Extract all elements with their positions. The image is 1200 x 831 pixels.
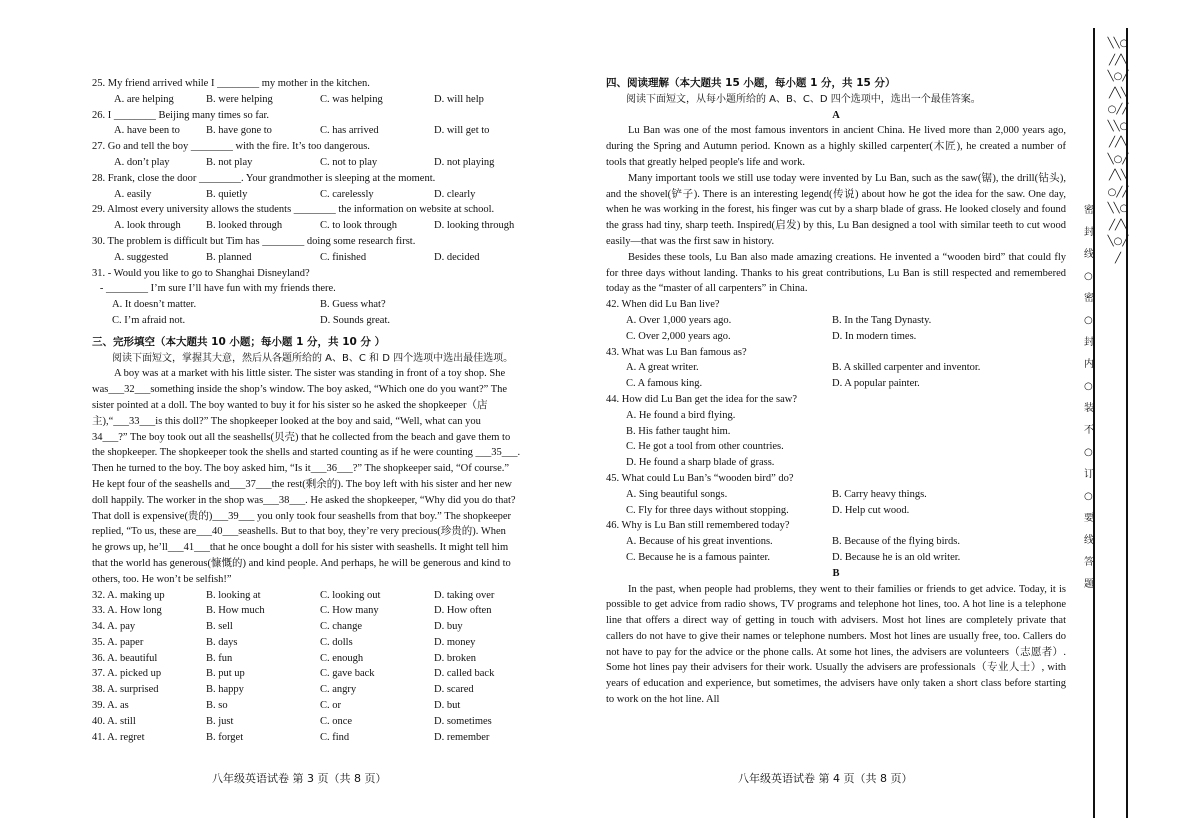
option-d: D. How often — [434, 605, 492, 617]
seal-char: 线 — [1084, 535, 1094, 546]
question-46: 46. Why is Lu Ban still remembered today? — [606, 520, 790, 532]
seal-characters — [1084, 200, 1096, 596]
question-29: 29. Almost every university allows the students ________ the information on website at school. — [92, 204, 495, 216]
option-c: C. Over 2,000 years ago. — [626, 330, 731, 342]
cloze-options-row — [92, 603, 550, 619]
option-c: C. carelessly — [320, 188, 374, 200]
options-31-row2 — [92, 313, 550, 329]
cloze-line: A boy was at a market with his little sister. The sister was standing in front of a toy shop. She — [114, 368, 506, 380]
options-28 — [92, 187, 550, 203]
seal-char: ○ — [1084, 315, 1093, 326]
cloze-options-row — [92, 682, 550, 698]
cloze-line: He kept four of the seashells and___37___the rest(剩余的). The boy left with his sister and her new — [92, 478, 512, 490]
option-b: B. Because of the flying birds. — [832, 536, 961, 548]
option-d: D. Help cut wood. — [832, 504, 910, 516]
seal-line-text: ╲╲○╱╱╲╲○╱╱╲╲○╱╱╲╲○╱╱╲╲○╱╱╲╲○╱╱╲╲○╱╱╲╲○╱╱ — [1107, 38, 1129, 264]
section-4-instructions: 阅读下面短文，从每小题所给的 A、B、C、D 四个选项中，选出一个最佳答案。 — [626, 93, 981, 105]
option-c: C. enough — [320, 652, 364, 664]
option-b: B. days — [206, 636, 238, 648]
option-b: B. planned — [206, 251, 252, 263]
seal-char: 封 — [1084, 337, 1094, 348]
option-b: B. His father taught him. — [626, 425, 731, 437]
question-25: 25. My friend arrived while I ________ my mother in the kitchen. — [92, 78, 370, 89]
option-b: B. forget — [206, 731, 244, 743]
option-d: D. He found a sharp blade of grass. — [626, 457, 775, 469]
option-d: D. but — [434, 700, 461, 712]
options-45-row1 — [606, 487, 1066, 503]
cloze-options-row — [92, 698, 550, 714]
passage-a-paragraph: Besides these tools, Lu Ban also made amazing creations. He invented a “wooden bird” that could fly for three days without landing. Thanks to his great contributions, Lu Ban is still respected and remembered today as the “master of all carpenters” in China. — [606, 251, 1066, 295]
option-d: D. not playing — [434, 156, 495, 168]
cloze-options-row — [92, 619, 550, 635]
option-b: B. not play — [206, 156, 253, 168]
seal-char: 密 — [1084, 293, 1094, 304]
cloze-options-row — [92, 588, 550, 604]
option-b: B. put up — [206, 668, 245, 680]
option-c: C. not to play — [320, 156, 378, 168]
option-d: D. clearly — [434, 188, 476, 200]
options-46-row1 — [606, 534, 1066, 550]
option-a: 36. A. beautiful — [92, 652, 158, 664]
seal-char: 内 — [1084, 359, 1094, 370]
option-c: C. How many — [320, 605, 379, 617]
option-b: B. fun — [206, 652, 233, 664]
seal-char: 线 — [1084, 249, 1094, 260]
option-a: 38. A. surprised — [92, 684, 159, 696]
seal-char: 封 — [1084, 227, 1094, 238]
option-a: A. It doesn’t matter. — [112, 299, 197, 311]
seal-char: 订 — [1084, 469, 1094, 480]
cloze-options-row — [92, 651, 550, 667]
left-page — [92, 76, 550, 745]
cloze-line: the shopkeeper. The shopkeeper took the shells and started counting as if he were counting ___35___. — [92, 447, 521, 459]
options-42-row1 — [606, 313, 1066, 329]
page-footer-left: 八年级英语试卷 第 3 页（共 8 页） — [212, 772, 387, 785]
seal-char: 答 — [1084, 557, 1094, 568]
cloze-line: 34___?” The boy took out all the seashells(贝壳) that he collected from the beach and gave them to — [92, 431, 511, 443]
option-d: D. A popular painter. — [832, 378, 920, 390]
option-a: 41. A. regret — [92, 731, 145, 743]
cloze-options-row — [92, 635, 550, 651]
option-c: C. dolls — [320, 636, 353, 648]
question-43: 43. What was Lu Ban famous as? — [606, 346, 747, 358]
passage-b-paragraph: In the past, when people had problems, they went to their families or friends to get advice. Today, it is possible to get advice from radio shows, TV programs and telephone hot lines, too. A hot line is a telephone line that offers a direct way of getting in touch with advisers. Most hot lines are completely private that callers do not have to give their names or telephone numbers. Most hot lines are usually free, too. Callers do not have to pay for the advice or the phone calls. At some hot lines, the advisers are volunteers（志愿者）. Some hot lines pay their advisers for their work. Usually the advisers are professionals（专业人士）, with years of education and experience, but sometimes, the advisers have only taken a short class before starting to work on the hot line. All — [606, 583, 1066, 706]
option-d: D. Because he is an old writer. — [832, 551, 961, 563]
option-c: C. A famous king. — [626, 378, 703, 390]
option-a: 39. A. as — [92, 700, 129, 712]
options-43-row2 — [606, 376, 1066, 392]
question-31-reply: - ________ I’m sure I’ll have fun with my friends there. — [92, 283, 336, 295]
option-a: A. A great writer. — [626, 362, 699, 374]
seal-char: 要 — [1084, 513, 1094, 524]
option-a: A. Because of his great inventions. — [626, 536, 773, 548]
seal-char: 不 — [1084, 425, 1094, 436]
section-4-title: 四、阅读理解（本大题共 15 小题，每小题 1 分，共 15 分） — [606, 77, 896, 89]
option-a: A. look through — [114, 220, 181, 232]
option-d: D. will help — [434, 93, 484, 105]
option-a: A. Over 1,000 years ago. — [626, 314, 732, 326]
option-a: A. don’t play — [114, 156, 170, 168]
passage-a-label: A — [832, 109, 840, 121]
option-c: C. was helping — [320, 93, 383, 105]
question-45: 45. What could Lu Ban’s “wooden bird” do? — [606, 472, 794, 484]
option-c: C. has arrived — [320, 125, 379, 137]
right-page — [606, 76, 1066, 708]
option-b: B. Carry heavy things. — [832, 488, 927, 500]
options-29 — [92, 218, 550, 234]
passage-a-paragraph: Many important tools we still use today were invented by Lu Ban, such as the saw(锯), the drill(钻头), and the shovel(铲子). There is an interesting legend(传说) about how he got the idea for the saw. One day, when he was working in the forest, his finger was cut by a sharp blade of grass. He looked closely and found the grass had tiny, sharp teeth. Inspired(启发) by this, Lu Ban designed a tool with similar teeth to cut wood easily—that was the first saw in history. — [606, 172, 1066, 247]
seal-char: ○ — [1084, 381, 1093, 392]
option-d: D. looking through — [434, 220, 515, 232]
option-c: C. He got a tool from other countries. — [626, 441, 784, 453]
question-30: 30. The problem is difficult but Tim has ________ doing some research first. — [92, 235, 416, 247]
cloze-line: 主),“___33___is this doll?” The shopkeeper looked at the boy and said, “Well, what can you — [92, 415, 481, 427]
options-43-row1 — [606, 360, 1066, 376]
option-d: D. In modern times. — [832, 330, 917, 342]
option-a: A. He found a bird flying. — [626, 409, 736, 421]
option-b: B. quietly — [206, 188, 248, 200]
option-b: B. sell — [206, 621, 233, 633]
question-27: 27. Go and tell the boy ________ with the fire. It’s too dangerous. — [92, 141, 370, 153]
option-b: B. looked through — [206, 220, 283, 232]
options-25 — [92, 92, 550, 108]
option-b: B. so — [206, 700, 228, 712]
section-3-title: 三、完形填空（本大题共 10 小题；每小题 1 分，共 10 分 ） — [92, 335, 386, 348]
option-c: C. Fly for three days without stopping. — [626, 504, 789, 516]
option-c: C. once — [320, 715, 353, 727]
option-b: B. just — [206, 715, 234, 727]
option-d: D. taking over — [434, 589, 495, 601]
seal-char: ○ — [1084, 491, 1093, 502]
seal-char: 密 — [1084, 205, 1094, 216]
option-b: B. have gone to — [206, 125, 272, 137]
option-b: B. Guess what? — [320, 299, 386, 311]
section-3-instructions: 阅读下面短文，掌握其大意，然后从各题所给的 A、B、C 和 D 四个选项中选出最佳选项。 — [112, 352, 514, 364]
question-28: 28. Frank, close the door ________. Your grandmother is sleeping at the moment. — [92, 172, 436, 184]
option-b: B. In the Tang Dynasty. — [832, 314, 932, 326]
seal-char: 装 — [1084, 403, 1094, 414]
option-a: 35. A. paper — [92, 636, 144, 648]
option-b: B. A skilled carpenter and inventor. — [832, 362, 981, 374]
option-d: D. called back — [434, 668, 495, 680]
cloze-line: was___32___something inside the shop’s window. The boy asked, “Which one do you want?” The — [92, 384, 508, 396]
cloze-options-row — [92, 730, 550, 746]
option-c: C. to look through — [320, 220, 398, 232]
option-c: C. finished — [320, 251, 367, 263]
option-a: A. have been to — [114, 125, 180, 137]
option-d: D. decided — [434, 251, 480, 263]
seal-char: 题 — [1084, 579, 1094, 590]
option-a: 37. A. picked up — [92, 668, 162, 680]
question-26: 26. I ________ Beijing many times so far. — [92, 109, 270, 121]
cloze-line: doll happily. The worker in the shop was___38___. He asked the shopkeeper, “Why did you do that? — [92, 494, 516, 506]
option-c: C. Because he is a famous painter. — [626, 551, 771, 563]
seal-char: ○ — [1084, 271, 1093, 282]
cloze-line: that the world has generous(慷慨的) and kind people. And perhaps, he will be generous and kind to — [92, 557, 511, 569]
option-a: 32. A. making up — [92, 589, 165, 601]
option-c: C. angry — [320, 684, 357, 696]
option-d: D. broken — [434, 652, 476, 664]
option-a: 40. A. still — [92, 715, 136, 727]
cloze-passage — [92, 366, 550, 587]
cloze-options-row — [92, 666, 550, 682]
option-a: 33. A. How long — [92, 605, 162, 617]
option-d: D. scared — [434, 684, 474, 696]
options-46-row2 — [606, 550, 1066, 566]
options-27 — [92, 155, 550, 171]
seal-char: ○ — [1084, 447, 1093, 458]
option-c: C. looking out — [320, 589, 381, 601]
option-d: D. sometimes — [434, 715, 492, 727]
option-d: D. remember — [434, 731, 490, 743]
cloze-line: replied, “To us, these are___40___seashells. But to that boy, they’re very precious(珍贵的). When — [92, 526, 506, 538]
option-a: A. easily — [114, 188, 152, 200]
option-a: 34. A. pay — [92, 621, 136, 633]
options-42-row2 — [606, 329, 1066, 345]
cloze-line: he grows up, he’ll___41___that he once bought a doll for his sister with seashells. It might tell him — [92, 542, 509, 554]
cloze-options-row — [92, 714, 550, 730]
option-a: A. Sing beautiful songs. — [626, 488, 728, 500]
option-d: D. buy — [434, 621, 463, 633]
option-c: C. or — [320, 700, 341, 712]
cloze-line: That doll is expensive(贵的)___39___ you only took four seashells from that boy.” The shopkeeper — [92, 510, 512, 522]
options-45-row2 — [606, 503, 1066, 519]
option-c: C. gave back — [320, 668, 375, 680]
option-c: C. change — [320, 621, 362, 633]
option-c: C. find — [320, 731, 350, 743]
option-b: B. How much — [206, 605, 265, 617]
cloze-line: others, too. He won’t be selfish!” — [92, 573, 232, 585]
passage-a-paragraph: Lu Ban was one of the most famous inventors in ancient China. He lived more than 2,000 years ago, during the Spring and Autumn period. Known as a highly skilled carpenter(木匠), he created a number of tools that greatly helped people's life and work. — [606, 125, 1066, 168]
option-b: B. happy — [206, 684, 244, 696]
cloze-options — [92, 588, 550, 746]
question-42: 42. When did Lu Ban live? — [606, 299, 720, 311]
passage-b-label: B — [832, 567, 840, 579]
cloze-line: Then he turned to the boy. The boy asked him, “Is it___36___?” The shopkeeper said, “Of course.” — [92, 463, 510, 475]
question-44: 44. How did Lu Ban get the idea for the saw? — [606, 393, 797, 405]
option-b: B. were helping — [206, 93, 273, 105]
cloze-line: sister pointed at a doll. The boy wanted to buy it for his sister so he asked the shopkeeper（店 — [92, 399, 488, 411]
option-a: A. are helping — [114, 93, 174, 105]
option-d: D. money — [434, 636, 476, 648]
option-d: D. Sounds great. — [320, 314, 390, 326]
option-c: C. I’m afraid not. — [112, 314, 186, 326]
options-31-row1 — [92, 297, 550, 313]
question-31: 31. - Would you like to go to Shanghai Disneyland? — [92, 267, 310, 279]
options-30 — [92, 250, 550, 266]
option-a: A. suggested — [114, 251, 169, 263]
option-b: B. looking at — [206, 589, 261, 601]
page-footer-right: 八年级英语试卷 第 4 页（共 8 页） — [738, 772, 913, 785]
options-26 — [92, 123, 550, 139]
option-d: D. will get to — [434, 125, 490, 137]
